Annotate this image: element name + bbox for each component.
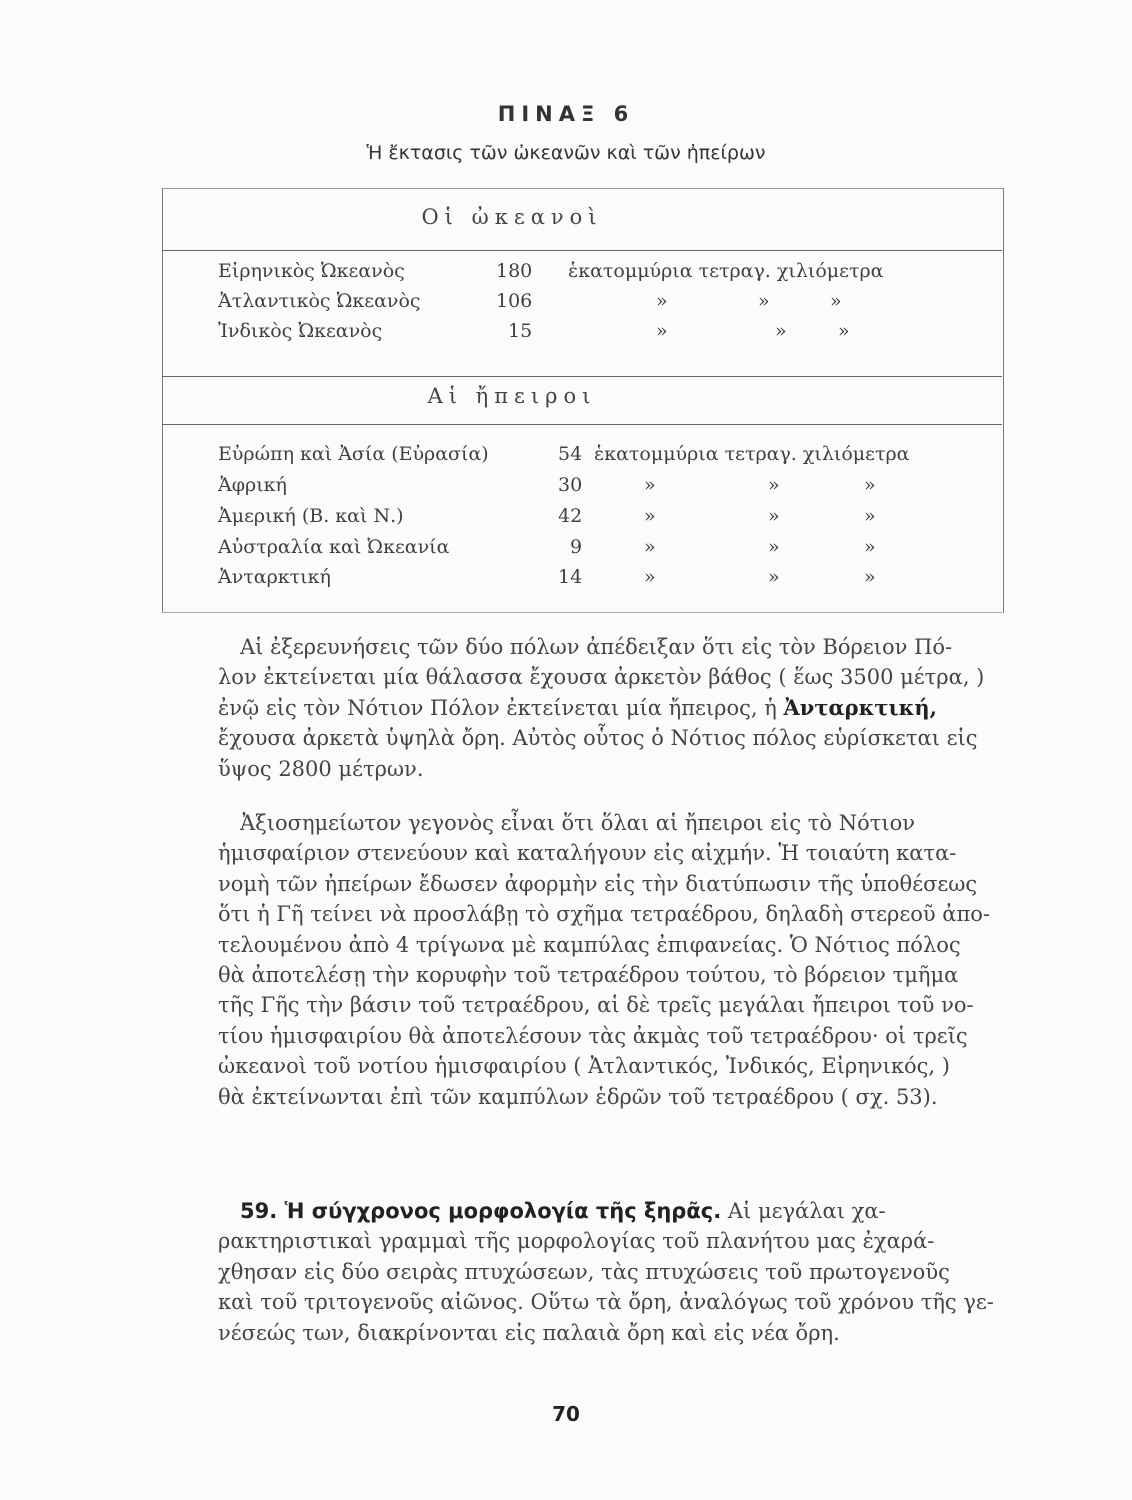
text-line: τῆς Γῆς τὴν βάσιν τοῦ τετραέδρου, αἱ δὲ τρεῖς μεγάλαι ἤπειροι τοῦ νο-: [218, 993, 974, 1018]
row-name: Εἰρηνικὸς Ὠκεανὸς: [218, 260, 405, 282]
text-line: λον ἐκτείνεται μία θάλασσα ἔχουσα ἀρκετὸν βάθος ( ἕως 3500 μέτρα, ): [218, 665, 985, 690]
text-line: ἔχουσα ἀρκετὰ ὑψηλὰ ὄρη. Αὐτὸς οὗτος ὁ Νότιος πόλος εὑρίσκεται εἰς: [218, 726, 978, 751]
ditto-mark: »: [656, 290, 668, 312]
ditto-mark: »: [644, 505, 656, 527]
text-line: [218, 693, 1008, 723]
ditto-mark: »: [644, 536, 656, 558]
ditto-mark: »: [656, 320, 668, 342]
text-fragment: ἐνῷ εἰς τὸν Νότιον Πόλον ἐκτείνεται μία ἤπειρος, ἡ: [218, 695, 784, 720]
table-rule: [162, 612, 1002, 613]
table-row: [0, 290, 1132, 318]
table-row: [0, 474, 1132, 502]
row-value: 42: [558, 505, 583, 527]
text-line: χθησαν εἰς δύο σειρὰς πτυχώσεων, τὰς πτυχώσεις τοῦ πρωτογενοῦς: [218, 1259, 950, 1284]
ditto-mark: »: [768, 505, 780, 527]
text-line: καὶ τοῦ τριτογενοῦς αἰῶνος. Οὕτω τὰ ὄρη, ἀναλόγως τοῦ χρόνου τῆς γε-: [218, 1290, 994, 1315]
row-name: Ἀνταρκτική: [218, 566, 331, 588]
ditto-mark: »: [644, 566, 656, 588]
text-line: Ἀξιοσημείωτον γεγονὸς εἶναι ὅτι ὅλαι αἱ ἤπειροι εἰς τὸ Νότιον: [240, 811, 916, 835]
paragraph-morphology: [218, 1196, 1008, 1348]
table-rule: [162, 250, 1002, 251]
text-fragment: Αἱ μεγάλαι χα-: [721, 1199, 886, 1223]
row-value: 54: [558, 443, 583, 465]
paragraph-poles: [218, 632, 1008, 784]
ditto-mark: »: [768, 536, 780, 558]
page-title: ΠΙΝΑΞ 6: [497, 102, 635, 126]
ditto-mark: »: [775, 320, 787, 342]
text-line: τίου ἡμισφαιρίου θὰ ἀποτελέσουν τὰς ἀκμὰς τοῦ τετραέδρου· οἱ τρεῖς: [218, 1023, 968, 1048]
ditto-mark: »: [864, 474, 876, 496]
ditto-mark: »: [864, 566, 876, 588]
ditto-mark: »: [864, 536, 876, 558]
paragraph-tetrahedron: [218, 808, 1008, 1112]
row-name: Ἀμερική (Β. καὶ Ν.): [218, 505, 404, 527]
ditto-mark: »: [838, 320, 850, 342]
table-row: [0, 536, 1132, 564]
text-line: τελουμένου ἀπὸ 4 τρίγωνα μὲ καμπύλας ἐπιφανείας. Ὁ Νότιος πόλος: [218, 932, 961, 957]
row-name: Εὐρώπη καὶ Ἀσία (Εὐρασία): [218, 443, 489, 465]
section-heading: 59. Ἡ σύγχρονος μορφολογία τῆς ξηρᾶς.: [240, 1199, 722, 1223]
ditto-mark: »: [644, 474, 656, 496]
table-caption: Ἡ ἔκτασις τῶν ὠκεανῶν καὶ τῶν ἠπείρων: [366, 142, 766, 164]
table-row: [0, 320, 1132, 348]
row-value: 180: [496, 260, 533, 282]
continents-heading: Αἱ ἤπειροι: [427, 384, 597, 408]
row-name: Ἰνδικὸς Ὠκεανὸς: [218, 320, 383, 342]
table-row: [0, 566, 1132, 594]
ditto-mark: »: [864, 505, 876, 527]
row-name: Ἀτλαντικὸς Ὠκεανὸς: [218, 290, 421, 312]
ditto-mark: »: [768, 474, 780, 496]
row-value: 9: [570, 536, 583, 558]
row-value: 14: [558, 566, 583, 588]
text-line: νομὴ τῶν ἠπείρων ἔδωσεν ἀφορμὴν εἰς τὴν διατύπωσιν τῆς ὑποθέσεως: [218, 871, 978, 896]
text-line: Αἱ ἐξερευνήσεις τῶν δύο πόλων ἀπέδειξαν ὅτι εἰς τὸν Βόρειον Πό-: [240, 635, 953, 659]
text-line: θὰ ἐκτείνωνται ἐπὶ τῶν καμπύλων ἑδρῶν τοῦ τετραέδρου ( σχ. 53).: [218, 1084, 938, 1109]
table-rule: [162, 376, 1002, 377]
text-line: θὰ ἀποτελέσῃ τὴν κορυφὴν τοῦ τετραέδρου τούτου, τὸ βόρειον τμῆμα: [218, 963, 959, 988]
ditto-mark: »: [830, 290, 842, 312]
row-unit: ἑκατομμύρια τετραγ. χιλιόμετρα: [594, 443, 910, 465]
oceans-heading: Οἱ ὠκεανοὶ: [421, 205, 603, 229]
text-line: νέσεώς των, διακρίνονται εἰς παλαιὰ ὄρη καὶ εἰς νέα ὄρη.: [218, 1320, 840, 1345]
row-name: Ἀφρική: [218, 474, 287, 496]
text-line: ἡμισφαίριον στενεύουν καὶ καταλήγουν εἰς αἰχμήν. Ἡ τοιαύτη κατα-: [218, 841, 957, 866]
row-value: 30: [558, 474, 583, 496]
row-unit: ἑκατομμύρια τετραγ. χιλιόμετρα: [568, 260, 884, 282]
table-row: [0, 443, 1132, 471]
ditto-mark: »: [768, 566, 780, 588]
ditto-mark: »: [758, 290, 770, 312]
table-row: [0, 260, 1132, 288]
text-line: ὠκεανοὶ τοῦ νοτίου ἡμισφαιρίου ( Ἀτλαντικός, Ἰνδικός, Εἰρηνικός, ): [218, 1054, 950, 1079]
text-line: ὕψος 2800 μέτρων.: [218, 756, 424, 781]
table-rule: [162, 424, 1002, 425]
row-value: 106: [496, 290, 533, 312]
text-line: ὅτι ἡ Γῆ τείνει νὰ προσλάβῃ τὸ σχῆμα τετραέδρου, δηλαδὴ στερεοῦ ἀπο-: [218, 902, 991, 927]
text-line: [218, 1196, 1008, 1226]
page-number: 70: [552, 1402, 580, 1426]
row-name: Αὐστραλία καὶ Ὠκεανία: [218, 536, 450, 558]
row-value: 15: [508, 320, 533, 342]
text-line: ρακτηριστικαὶ γραμμαὶ τῆς μορφολογίας τοῦ πλανήτου μας ἐχαρά-: [218, 1229, 935, 1254]
bold-term: Ἀνταρκτική,: [783, 694, 937, 720]
table-row: [0, 505, 1132, 533]
